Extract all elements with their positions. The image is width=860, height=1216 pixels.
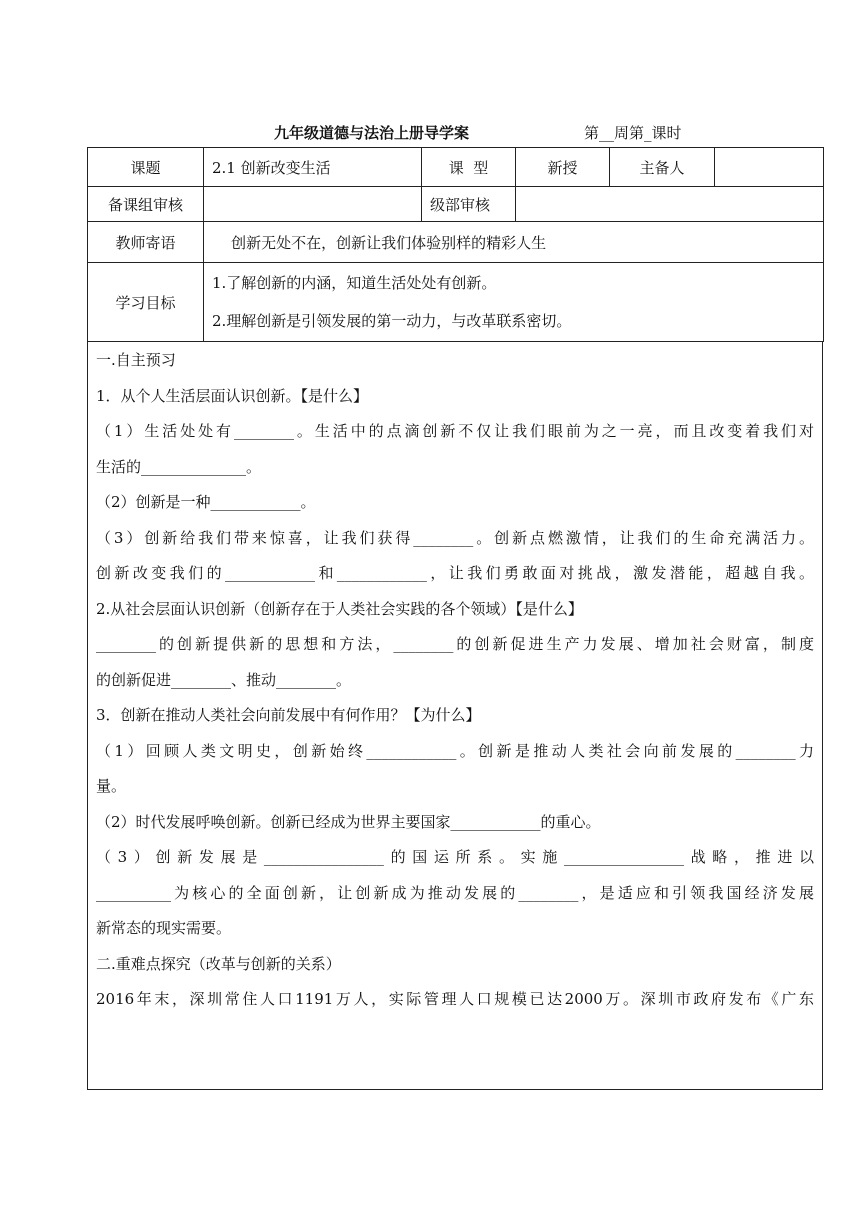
fill-in-line: （3）创新发展是________________的国运所系。实施________________战略，推进以 — [96, 848, 814, 866]
teacher-message-label: 教师寄语 — [88, 222, 204, 263]
objectives-row — [88, 263, 824, 342]
fill-in-line: 生活的______________。 — [96, 457, 262, 476]
document-title: 九年级道德与法治上册导学案 — [274, 124, 470, 142]
preparer-label: 主备人 — [610, 148, 715, 187]
grade-review-value — [516, 187, 824, 222]
fill-in-line: ________的创新提供新的思想和方法，________的创新促进生产力发展、增加社会财富，制度 — [96, 635, 814, 653]
lesson-type-value: 新授 — [516, 148, 610, 187]
objective-item: 1.了解创新的内涵，知道生活处处有创新。 — [212, 274, 497, 292]
question-heading: 3．创新在推动人类社会向前发展中有何作用？【为什么】 — [96, 706, 481, 724]
objective-item: 2.理解创新是引领发展的第一动力，与改革联系密切。 — [212, 312, 572, 330]
objectives-label: 学习目标 — [88, 263, 204, 342]
fill-in-line: 新常态的现实需要。 — [96, 919, 232, 937]
fill-in-line: 创新改变我们的____________和____________，让我们勇敢面对挑战，激发潜能，超越自我。 — [96, 564, 814, 582]
question-heading: 1．从个人生活层面认识创新。【是什么】 — [96, 386, 369, 405]
fill-in-line: 量。 — [96, 777, 127, 795]
fill-in-line: __________为核心的全面创新，让创新成为推动发展的________，是适应和引领我国经济发展 — [96, 883, 814, 902]
review-row — [88, 187, 824, 222]
group-review-value — [204, 187, 422, 222]
lesson-type-label: 课 型 — [422, 148, 516, 187]
fill-in-line: 的创新促进________、推动________。 — [96, 670, 352, 689]
preparer-value — [715, 148, 824, 187]
section-heading: 二.重难点探究（改革与创新的关系） — [96, 954, 341, 973]
section-heading: 一.自主预习 — [96, 351, 176, 369]
fill-in-line: （1）生活处处有________。生活中的点滴创新不仅让我们眼前为之一亮，而且改变着我们对 — [96, 422, 814, 440]
fill-in-line: （3）创新给我们带来惊喜，让我们获得________。创新点燃激情，让我们的生命充满活力。 — [96, 528, 814, 547]
teacher-message-value: 创新无处不在，创新让我们体验别样的精彩人生 — [204, 222, 824, 263]
week-period-label: 第__周第_课时 — [584, 124, 682, 142]
objectives-cell — [204, 263, 824, 342]
grade-review-label: 级部审核 — [422, 187, 516, 222]
fill-in-line: （2）创新是一种____________。 — [96, 493, 316, 511]
paragraph-line: 2016年末，深圳常住人口1191万人，实际管理人口规模已达2000万。深圳市政府发布《广东 — [96, 990, 814, 1008]
fill-in-line: （2）时代发展呼唤创新。创新已经成为世界主要国家____________的重心。 — [96, 812, 601, 831]
question-heading: 2.从社会层面认识创新（创新存在于人类社会实践的各个领域）【是什么】 — [96, 599, 583, 618]
content-body — [87, 341, 823, 1090]
topic-row — [88, 148, 824, 187]
title-row — [0, 122, 860, 146]
topic-value: 2.1 创新改变生活 — [204, 148, 422, 187]
topic-label: 课题 — [88, 148, 204, 187]
info-table — [87, 147, 824, 342]
group-review-label: 备课组审核 — [88, 187, 204, 222]
fill-in-line: （1）回顾人类文明史，创新始终____________。创新是推动人类社会向前发展的________力 — [96, 741, 814, 760]
teacher-message-row — [88, 222, 824, 263]
